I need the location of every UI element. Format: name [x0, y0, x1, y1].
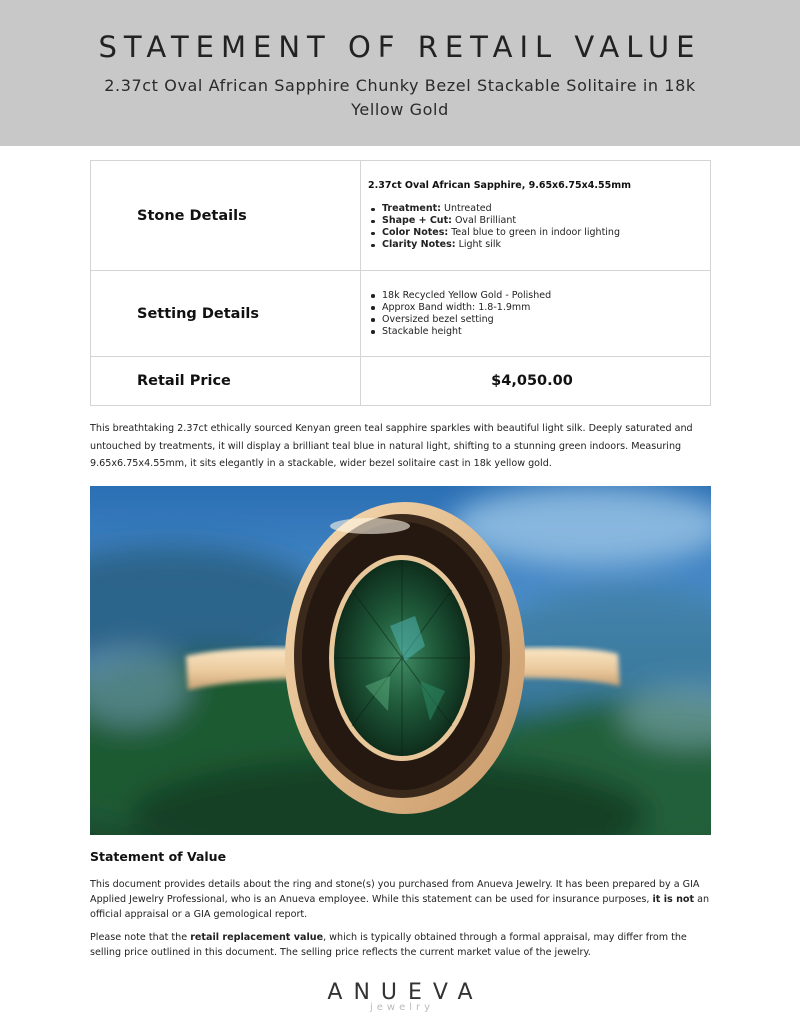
statement-title: Statement of Value — [90, 849, 227, 864]
text-segment: Please note that the — [90, 932, 191, 943]
detail-value: Light silk — [458, 239, 502, 250]
logo-wordmark: ANUEVA — [327, 980, 484, 1005]
list-item: Oversized bezel setting — [368, 314, 710, 326]
text-segment: , which is typically obtained through a formal appraisal, may differ from the selling price outlined in this document. The selling price reflects the current market value of the jewelry. — [90, 932, 687, 958]
text-segment: an official appraisal or a GIA gemological report. — [90, 893, 710, 920]
stone-details-value — [361, 161, 711, 271]
list-item: Stackable height — [368, 326, 710, 338]
retail-price-row — [91, 357, 711, 406]
page-title: STATEMENT OF RETAIL VALUE — [98, 30, 702, 64]
statement-paragraph-1 — [90, 878, 715, 922]
list-item: Approx Band width: 1.8-1.9mm — [368, 302, 710, 314]
setting-details-list — [368, 290, 710, 338]
stone-details-row — [91, 161, 711, 271]
setting-details-row — [91, 271, 711, 357]
detail-key: Clarity Notes: — [382, 239, 456, 250]
anueva-logo — [300, 980, 500, 1013]
detail-value: Oval Brilliant — [454, 215, 517, 226]
detail-key: Shape + Cut: — [382, 215, 452, 226]
details-table — [90, 160, 711, 406]
product-photo — [90, 486, 711, 835]
product-description: This breathtaking 2.37ct ethically sourced Kenyan green teal sapphire sparkles with beautiful light silk. Deeply saturated and untouched by treatments, it will display a brilliant teal blue in natural light, shifting to a stunning green indoors. Measuring 9.65x6.75x4.55mm, it sits elegantly in a stackable, wider bezel solitaire cast in 18k yellow gold. — [90, 423, 693, 469]
emphasis-text: retail replacement value — [190, 932, 324, 943]
list-item — [368, 227, 710, 239]
ring-image — [90, 486, 711, 835]
stone-details-list — [368, 203, 710, 251]
detail-key: Treatment: — [382, 203, 441, 214]
stone-details-label: Stone Details — [91, 161, 361, 271]
list-item: 18k Recycled Yellow Gold - Polished — [368, 290, 710, 302]
product-title: 2.37ct Oval African Sapphire Chunky Bezel Stackable Solitaire in 18k Yellow Gold — [104, 76, 696, 119]
setting-details-value — [361, 271, 711, 357]
retail-price-label: Retail Price — [91, 357, 361, 406]
list-item — [368, 203, 710, 215]
emphasis-text: it is not — [652, 893, 695, 905]
logo-subtext: jewelry — [369, 1002, 435, 1013]
detail-key: Color Notes: — [382, 227, 449, 238]
page-header — [0, 0, 800, 146]
list-item — [368, 215, 710, 227]
stone-heading: 2.37ct Oval African Sapphire, 9.65x6.75x4.55mm — [368, 180, 631, 191]
detail-value: Teal blue to green in indoor lighting — [451, 227, 620, 238]
text-segment: This document provides details about the ring and stone(s) you purchased from Anueva Jewelry. It has been prepared by a GIA Applied Jewelry Professional, who is an Anueva employee. While this statement can be used for insurance purposes, — [90, 879, 700, 905]
setting-details-label: Setting Details — [91, 271, 361, 357]
list-item — [368, 239, 710, 251]
statement-paragraph-2 — [90, 931, 715, 961]
detail-value: Untreated — [444, 203, 492, 214]
retail-price-value: $4,050.00 — [361, 357, 711, 406]
